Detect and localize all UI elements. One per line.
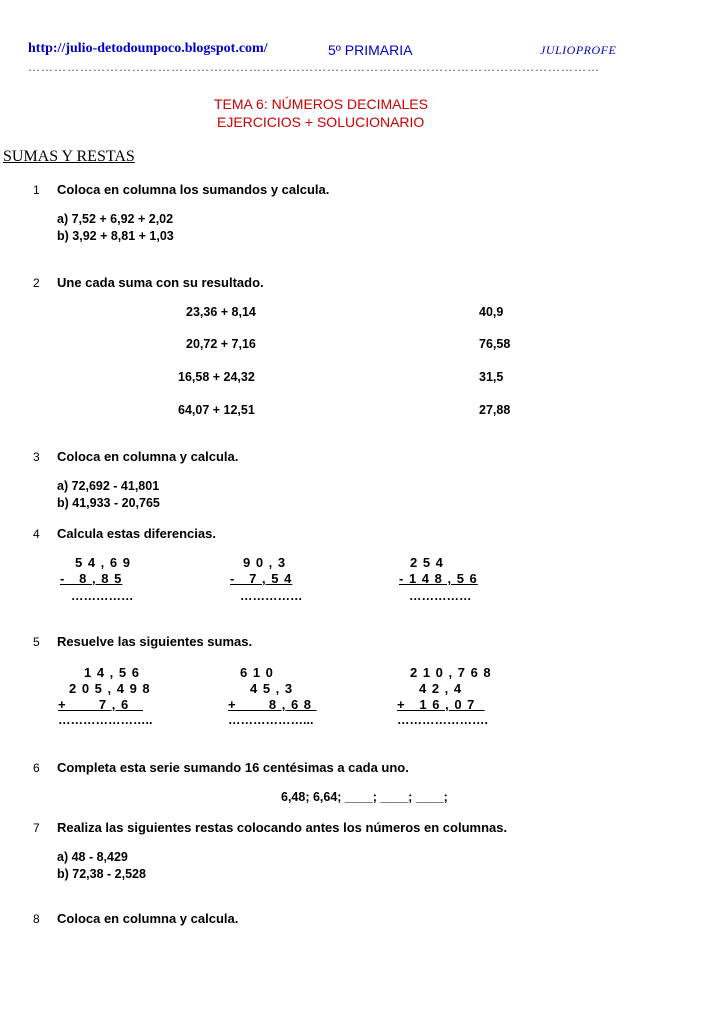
answer-blank: …………… <box>240 589 303 603</box>
exercise-instruction: Une cada suma con su resultado. <box>57 275 264 290</box>
addition-line-last: + 1 6 , 0 7 <box>397 697 485 712</box>
answer-blank: …………… <box>409 589 472 603</box>
exercise-number: 3 <box>33 450 40 464</box>
subtraction-bottom: - 7 , 5 4 <box>230 571 293 586</box>
exercise-instruction: Calcula estas diferencias. <box>57 526 216 541</box>
section-heading: SUMAS Y RESTAS <box>3 148 135 165</box>
page-subtitle: EJERCICIOS + SOLUCIONARIO <box>217 114 425 130</box>
exercise-number: 5 <box>33 635 40 649</box>
sum-expression: 16,58 + 24,32 <box>178 370 255 384</box>
addition-line: 6 1 0 <box>240 665 274 680</box>
exercise-number: 7 <box>33 821 40 835</box>
exercise-instruction: Realiza las siguientes restas colocando antes los números en columnas. <box>57 820 508 835</box>
sum-result: 40,9 <box>479 305 504 319</box>
addition-line: 2 0 5 , 4 9 8 <box>69 681 151 696</box>
exercise-number: 4 <box>33 527 40 541</box>
addition-line: 4 2 , 4 <box>419 681 463 696</box>
addition-line: 1 4 , 5 6 <box>84 665 140 680</box>
addition-line: 2 1 0 , 7 6 8 <box>410 665 492 680</box>
exercise-instruction: Coloca en columna y calcula. <box>57 911 239 926</box>
exercise-item: b) 41,933 - 20,765 <box>57 496 160 510</box>
exercise-number: 6 <box>33 761 40 775</box>
subtraction-top: 9 0 , 3 <box>243 555 287 570</box>
sum-result: 76,58 <box>479 337 511 351</box>
answer-blank: …………………. <box>397 713 488 727</box>
exercise-number: 2 <box>33 276 40 290</box>
answer-blank: …………… <box>71 589 134 603</box>
answer-blank: ………………... <box>228 713 314 727</box>
page-title: TEMA 6: NÚMEROS DECIMALES <box>214 96 428 112</box>
grade-label: 5º PRIMARIA <box>328 42 413 58</box>
exercise-instruction: Coloca en columna los sumandos y calcula. <box>57 182 330 197</box>
answer-blank: ………………….. <box>58 713 153 727</box>
header-dotted-rule: …………………………………………………………………………………………………………………… <box>28 60 600 74</box>
exercise-item: a) 48 - 8,429 <box>57 850 128 864</box>
sum-expression: 23,36 + 8,14 <box>186 305 256 319</box>
subtraction-top: 5 4 , 6 9 <box>75 555 131 570</box>
exercise-item: a) 7,52 + 6,92 + 2,02 <box>57 212 174 226</box>
author-label: JULIOPROFE <box>540 43 617 57</box>
sum-result: 31,5 <box>479 370 504 384</box>
number-series: 6,48; 6,64; ____; ____; ____; <box>281 790 448 804</box>
exercise-item: b) 72,38 - 2,528 <box>57 867 146 881</box>
addition-line: 4 5 , 3 <box>250 681 294 696</box>
exercise-instruction: Resuelve las siguientes sumas. <box>57 634 253 649</box>
addition-line-last: + 7 , 6 <box>58 697 144 712</box>
sum-expression: 20,72 + 7,16 <box>186 337 256 351</box>
exercise-number: 8 <box>33 912 40 926</box>
exercise-instruction: Completa esta serie sumando 16 centésimas a cada uno. <box>57 760 409 775</box>
exercise-instruction: Coloca en columna y calcula. <box>57 449 239 464</box>
exercise-number: 1 <box>33 183 40 197</box>
sum-expression: 64,07 + 12,51 <box>178 403 255 417</box>
sum-result: 27,88 <box>479 403 511 417</box>
exercise-item: b) 3,92 + 8,81 + 1,03 <box>57 229 174 243</box>
subtraction-top: 2 5 4 <box>410 555 444 570</box>
exercise-item: a) 72,692 - 41,801 <box>57 479 160 493</box>
addition-line-last: + 8 , 6 8 <box>228 697 317 712</box>
blog-link[interactable]: http://julio-detodounpoco.blogspot.com/ <box>28 41 268 56</box>
subtraction-bottom: - 8 , 8 5 <box>60 571 123 586</box>
subtraction-bottom: - 1 4 8 , 5 6 <box>399 571 478 586</box>
